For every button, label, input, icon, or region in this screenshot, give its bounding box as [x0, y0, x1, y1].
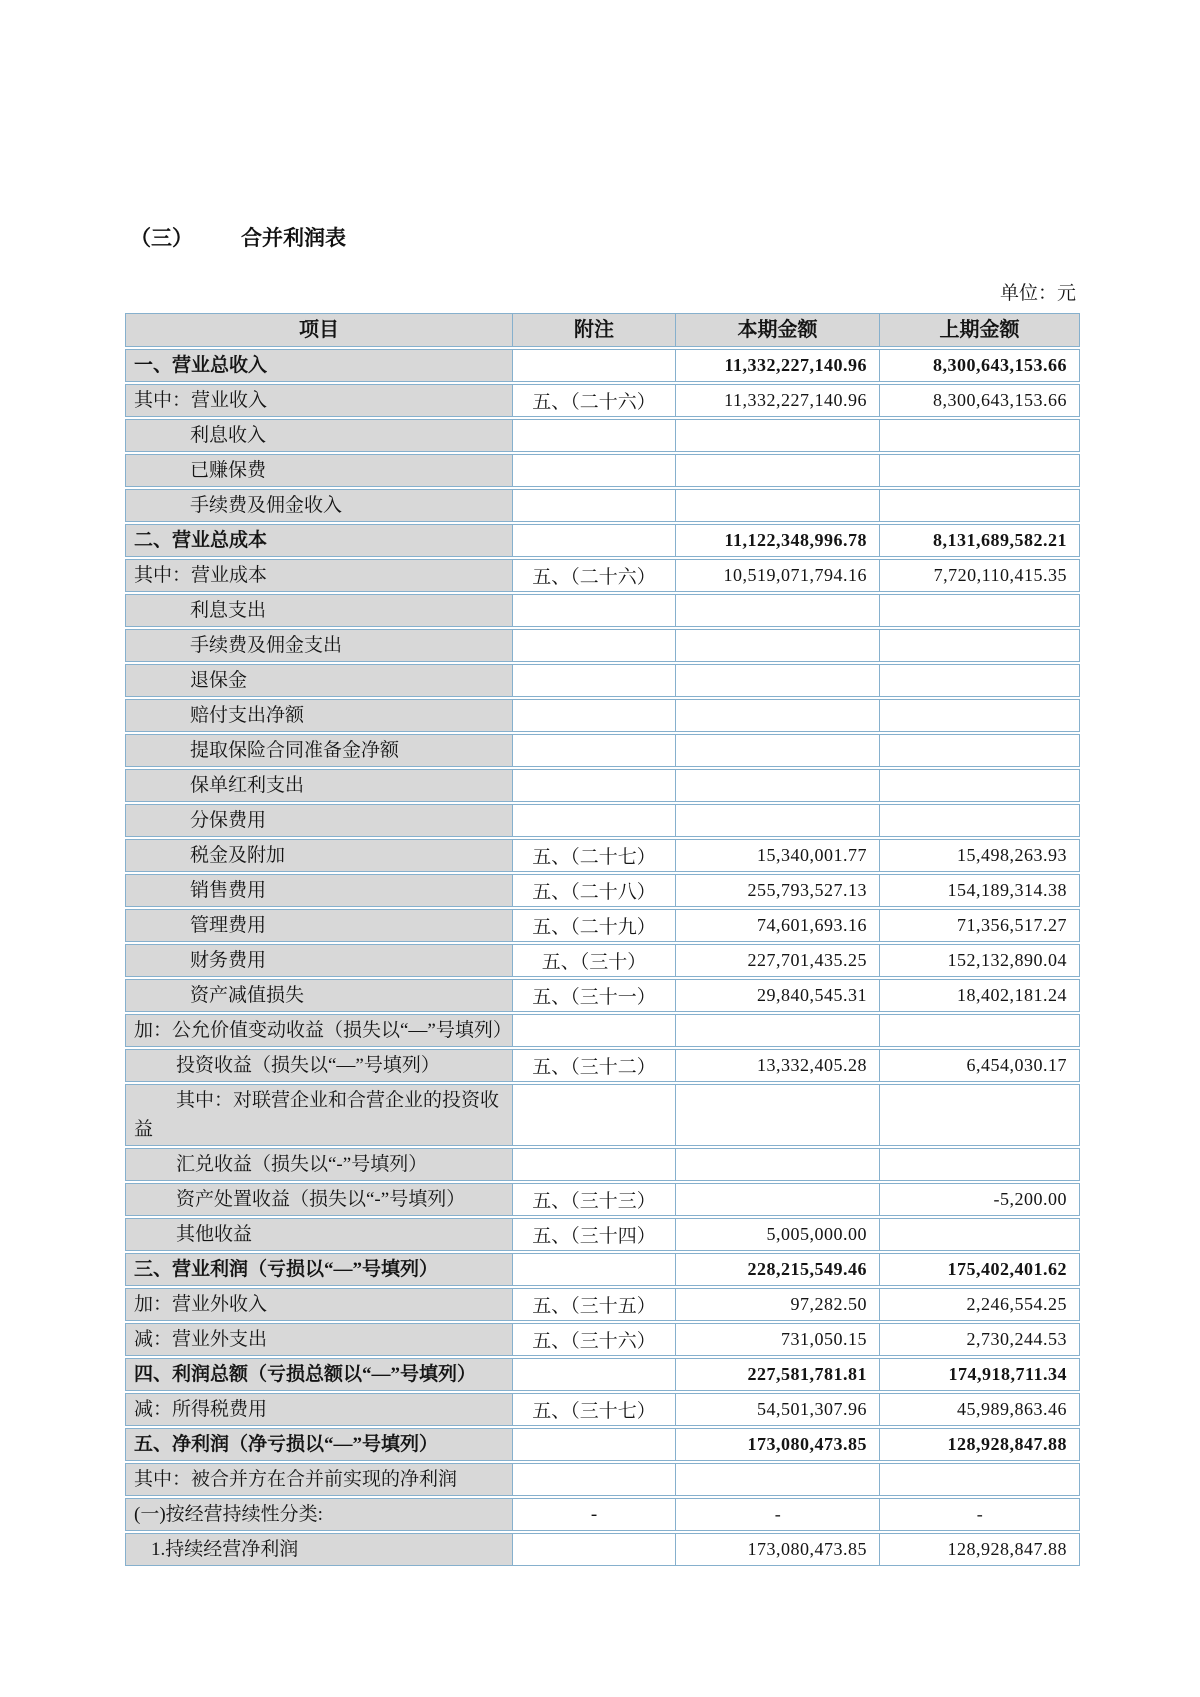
table-row	[125, 839, 1080, 872]
note-cell: 五、（二十六）	[512, 384, 675, 417]
item-cell: 利息支出	[125, 594, 512, 627]
table-row	[125, 419, 1080, 452]
table-row	[125, 1148, 1080, 1181]
prior-amount-cell	[879, 699, 1080, 732]
note-cell	[512, 699, 675, 732]
table-header	[125, 313, 1080, 347]
item-cell: 退保金	[125, 664, 512, 697]
prior-amount-cell: 152,132,890.04	[879, 944, 1080, 977]
note-cell: 五、（二十九）	[512, 909, 675, 942]
note-cell	[512, 1428, 675, 1461]
item-cell: 三、营业利润（亏损以“—”号填列）	[125, 1253, 512, 1286]
table-row	[125, 734, 1080, 767]
table-row	[125, 1358, 1080, 1391]
current-amount-cell	[675, 489, 879, 522]
note-cell	[512, 1148, 675, 1181]
note-cell	[512, 489, 675, 522]
current-amount-cell: 173,080,473.85	[675, 1533, 879, 1566]
table-row	[125, 1218, 1080, 1251]
page-title: 合并利润表	[241, 226, 346, 250]
current-amount-cell: 10,519,071,794.16	[675, 559, 879, 592]
prior-amount-cell	[879, 804, 1080, 837]
current-amount-cell: 13,332,405.28	[675, 1049, 879, 1082]
table-row	[125, 1084, 1080, 1146]
item-cell: 其中：营业成本	[125, 559, 512, 592]
note-cell	[512, 1533, 675, 1566]
prior-amount-cell: 175,402,401.62	[879, 1253, 1080, 1286]
prior-amount-cell	[879, 419, 1080, 452]
item-cell: 资产减值损失	[125, 979, 512, 1012]
unit-label: 单位：元	[999, 283, 1076, 304]
item-cell: 其中：对联营企业和合营企业的投资收益	[125, 1084, 512, 1146]
prior-amount-cell: 6,454,030.17	[879, 1049, 1080, 1082]
note-cell: 五、（二十六）	[512, 559, 675, 592]
current-amount-cell: 255,793,527.13	[675, 874, 879, 907]
current-amount-cell: 5,005,000.00	[675, 1218, 879, 1251]
table-row	[125, 1014, 1080, 1047]
prior-amount-cell: -5,200.00	[879, 1183, 1080, 1216]
prior-amount-cell: 8,300,643,153.66	[879, 384, 1080, 417]
header-prior-amount: 上期金额	[879, 313, 1080, 347]
note-cell	[512, 1463, 675, 1496]
note-cell	[512, 1358, 675, 1391]
item-cell: 其他收益	[125, 1218, 512, 1251]
table-row	[125, 1323, 1080, 1356]
current-amount-cell	[675, 734, 879, 767]
note-cell	[512, 349, 675, 382]
item-cell: 提取保险合同准备金净额	[125, 734, 512, 767]
prior-amount-cell	[879, 489, 1080, 522]
prior-amount-cell: 15,498,263.93	[879, 839, 1080, 872]
item-cell: 手续费及佣金收入	[125, 489, 512, 522]
income-table-body	[125, 349, 1080, 1566]
item-cell: 加：营业外收入	[125, 1288, 512, 1321]
item-cell: 赔付支出净额	[125, 699, 512, 732]
note-cell: 五、（二十八）	[512, 874, 675, 907]
item-cell: 税金及附加	[125, 839, 512, 872]
section-number: （三）	[130, 226, 193, 250]
table-row	[125, 1288, 1080, 1321]
table-row	[125, 489, 1080, 522]
current-amount-cell	[675, 1014, 879, 1047]
prior-amount-cell: -	[879, 1498, 1080, 1531]
current-amount-cell	[675, 804, 879, 837]
prior-amount-cell: 8,300,643,153.66	[879, 349, 1080, 382]
table-row	[125, 874, 1080, 907]
current-amount-cell	[675, 699, 879, 732]
prior-amount-cell	[879, 1014, 1080, 1047]
current-amount-cell: 15,340,001.77	[675, 839, 879, 872]
note-cell: 五、（三十三）	[512, 1183, 675, 1216]
note-cell	[512, 1084, 675, 1146]
table-row	[125, 1049, 1080, 1082]
income-statement-document	[125, 222, 1080, 1568]
note-cell	[512, 1253, 675, 1286]
header-note: 附注	[512, 313, 675, 347]
income-statement-table	[125, 311, 1080, 1568]
current-amount-cell: 11,332,227,140.96	[675, 384, 879, 417]
prior-amount-cell: 45,989,863.46	[879, 1393, 1080, 1426]
table-row	[125, 384, 1080, 417]
prior-amount-cell	[879, 734, 1080, 767]
current-amount-cell: 74,601,693.16	[675, 909, 879, 942]
current-amount-cell	[675, 419, 879, 452]
note-cell	[512, 419, 675, 452]
current-amount-cell: 731,050.15	[675, 1323, 879, 1356]
table-row	[125, 594, 1080, 627]
current-amount-cell	[675, 1183, 879, 1216]
current-amount-cell	[675, 454, 879, 487]
prior-amount-cell	[879, 1148, 1080, 1181]
prior-amount-cell: 18,402,181.24	[879, 979, 1080, 1012]
prior-amount-cell	[879, 594, 1080, 627]
item-cell: 财务费用	[125, 944, 512, 977]
note-cell	[512, 1014, 675, 1047]
note-cell: 五、（三十六）	[512, 1323, 675, 1356]
table-row	[125, 1533, 1080, 1566]
current-amount-cell	[675, 1148, 879, 1181]
prior-amount-cell: 174,918,711.34	[879, 1358, 1080, 1391]
item-cell: 资产处置收益（损失以“-”号填列）	[125, 1183, 512, 1216]
current-amount-cell: 228,215,549.46	[675, 1253, 879, 1286]
table-row	[125, 629, 1080, 662]
note-cell	[512, 804, 675, 837]
header-item: 项目	[125, 313, 512, 347]
item-cell: 投资收益（损失以“—”号填列）	[125, 1049, 512, 1082]
table-row	[125, 1253, 1080, 1286]
prior-amount-cell	[879, 769, 1080, 802]
current-amount-cell	[675, 594, 879, 627]
current-amount-cell: 227,701,435.25	[675, 944, 879, 977]
prior-amount-cell: 7,720,110,415.35	[879, 559, 1080, 592]
current-amount-cell: -	[675, 1498, 879, 1531]
current-amount-cell: 173,080,473.85	[675, 1428, 879, 1461]
current-amount-cell	[675, 629, 879, 662]
table-row	[125, 349, 1080, 382]
note-cell	[512, 594, 675, 627]
table-row	[125, 1498, 1080, 1531]
note-cell	[512, 664, 675, 697]
prior-amount-cell: 128,928,847.88	[879, 1533, 1080, 1566]
table-row	[125, 699, 1080, 732]
prior-amount-cell	[879, 454, 1080, 487]
item-cell: 减：所得税费用	[125, 1393, 512, 1426]
note-cell	[512, 524, 675, 557]
prior-amount-cell	[879, 1463, 1080, 1496]
item-cell: 减：营业外支出	[125, 1323, 512, 1356]
current-amount-cell	[675, 769, 879, 802]
item-cell: 保单红利支出	[125, 769, 512, 802]
table-row	[125, 1428, 1080, 1461]
prior-amount-cell: 2,246,554.25	[879, 1288, 1080, 1321]
note-cell: 五、（三十一）	[512, 979, 675, 1012]
header-current-amount: 本期金额	[675, 313, 879, 347]
prior-amount-cell: 71,356,517.27	[879, 909, 1080, 942]
table-row	[125, 909, 1080, 942]
prior-amount-cell	[879, 629, 1080, 662]
item-cell: 其中：被合并方在合并前实现的净利润	[125, 1463, 512, 1496]
table-row	[125, 769, 1080, 802]
item-cell: 销售费用	[125, 874, 512, 907]
item-cell: 汇兑收益（损失以“-”号填列）	[125, 1148, 512, 1181]
current-amount-cell: 227,581,781.81	[675, 1358, 879, 1391]
table-row	[125, 979, 1080, 1012]
item-cell: 五、净利润（净亏损以“—”号填列）	[125, 1428, 512, 1461]
item-cell: 已赚保费	[125, 454, 512, 487]
item-cell: 利息收入	[125, 419, 512, 452]
current-amount-cell: 54,501,307.96	[675, 1393, 879, 1426]
table-row	[125, 559, 1080, 592]
table-row	[125, 454, 1080, 487]
current-amount-cell: 29,840,545.31	[675, 979, 879, 1012]
current-amount-cell: 97,282.50	[675, 1288, 879, 1321]
note-cell	[512, 769, 675, 802]
prior-amount-cell: 128,928,847.88	[879, 1428, 1080, 1461]
prior-amount-cell: 154,189,314.38	[879, 874, 1080, 907]
table-row	[125, 524, 1080, 557]
item-cell: 一、营业总收入	[125, 349, 512, 382]
note-cell: 五、（三十五）	[512, 1288, 675, 1321]
note-cell	[512, 629, 675, 662]
prior-amount-cell	[879, 1084, 1080, 1146]
prior-amount-cell	[879, 1218, 1080, 1251]
note-cell: 五、（三十四）	[512, 1218, 675, 1251]
current-amount-cell	[675, 1084, 879, 1146]
prior-amount-cell: 8,131,689,582.21	[879, 524, 1080, 557]
item-cell: 四、利润总额（亏损总额以“—”号填列）	[125, 1358, 512, 1391]
item-cell: 手续费及佣金支出	[125, 629, 512, 662]
table-row	[125, 664, 1080, 697]
prior-amount-cell	[879, 664, 1080, 697]
item-cell: 1.持续经营净利润	[125, 1533, 512, 1566]
note-cell	[512, 734, 675, 767]
note-cell: 五、（三十二）	[512, 1049, 675, 1082]
table-row	[125, 944, 1080, 977]
item-cell: (一)按经营持续性分类:	[125, 1498, 512, 1531]
current-amount-cell	[675, 664, 879, 697]
table-header-row	[125, 313, 1080, 347]
section-title	[125, 222, 1080, 252]
item-cell: 加：公允价值变动收益（损失以“—”号填列）	[125, 1014, 512, 1047]
current-amount-cell	[675, 1463, 879, 1496]
table-row	[125, 804, 1080, 837]
note-cell	[512, 454, 675, 487]
note-cell: 五、（三十）	[512, 944, 675, 977]
note-cell: 五、（二十七）	[512, 839, 675, 872]
note-cell: -	[512, 1498, 675, 1531]
item-cell: 其中：营业收入	[125, 384, 512, 417]
prior-amount-cell: 2,730,244.53	[879, 1323, 1080, 1356]
item-cell: 管理费用	[125, 909, 512, 942]
current-amount-cell: 11,122,348,996.78	[675, 524, 879, 557]
table-row	[125, 1393, 1080, 1426]
item-cell: 分保费用	[125, 804, 512, 837]
current-amount-cell: 11,332,227,140.96	[675, 349, 879, 382]
table-row	[125, 1463, 1080, 1496]
item-cell: 二、营业总成本	[125, 524, 512, 557]
note-cell: 五、（三十七）	[512, 1393, 675, 1426]
table-row	[125, 1183, 1080, 1216]
